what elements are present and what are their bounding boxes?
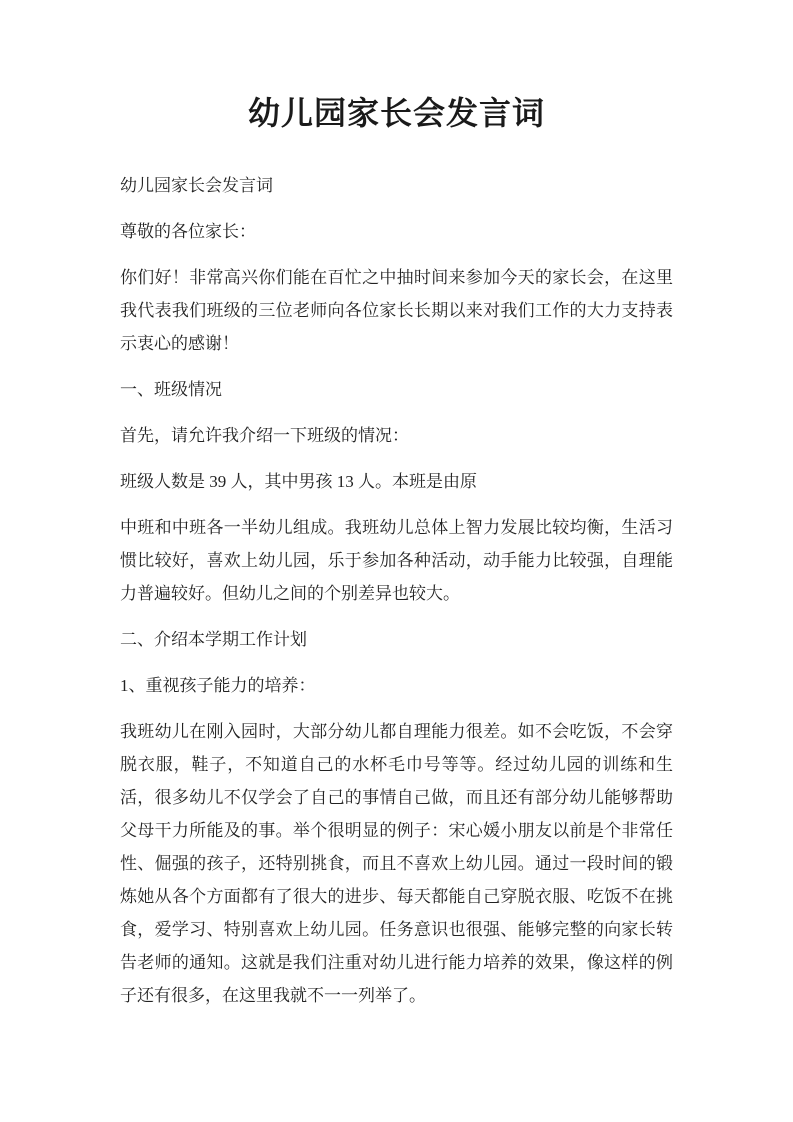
paragraph-subtitle: 幼儿园家长会发言词 bbox=[120, 176, 273, 195]
section-heading-2: 二、介绍本学期工作计划 bbox=[120, 630, 307, 649]
document-title: 幼儿园家长会发言词 bbox=[247, 95, 545, 131]
document-content bbox=[120, 0, 673, 1025]
paragraph-salutation: 尊敬的各位家长： bbox=[120, 222, 256, 241]
paragraph-ability-training: 我班幼儿在刚入园时，大部分幼儿都自理能力很差。如不会吃饭，不会穿脱衣服，鞋子，不知道自己的水杯毛巾号等等。经过幼儿园的训练和生活，很多幼儿不仅学会了自己的事情自己做，而且还有部分幼儿能够帮助父母干力所能及的事。举个很明显的例子：宋心媛小朋友以前是个非常任性、倔强的孩子，还特别挑食，而且不喜欢上幼儿园。通过一段时间的锻炼她从各个方面都有了很大的进步、每天都能自己穿脱衣服、吃饭不在挑食，爱学习、特别喜欢上幼儿园。任务意识也很强、能够完整的向家长转告老师的通知。这就是我们注重对幼儿进行能力培养的效果，像这样的例子还有很多，在这里我就不一一列举了。 bbox=[120, 722, 673, 1005]
paragraph-class-numbers: 班级人数是 39 人，其中男孩 13 人。本班是由原 bbox=[120, 472, 477, 491]
paragraph-class-description: 中班和中班各一半幼儿组成。我班幼儿总体上智力发展比较均衡，生活习惯比较好，喜欢上幼儿园，乐于参加各种活动，动手能力比较强，自理能力普遍较好。但幼儿之间的个别差异也较大。 bbox=[120, 518, 673, 603]
subsection-heading-1: 1、重视孩子能力的培养： bbox=[120, 676, 316, 695]
paragraph-greeting: 你们好！非常高兴你们能在百忙之中抽时间来参加今天的家长会，在这里我代表我们班级的三位老师向各位家长长期以来对我们工作的大力支持表示衷心的感谢！ bbox=[120, 268, 673, 353]
paragraph-intro: 首先，请允许我介绍一下班级的情况： bbox=[120, 426, 409, 445]
section-heading-1: 一、班级情况 bbox=[120, 380, 222, 399]
